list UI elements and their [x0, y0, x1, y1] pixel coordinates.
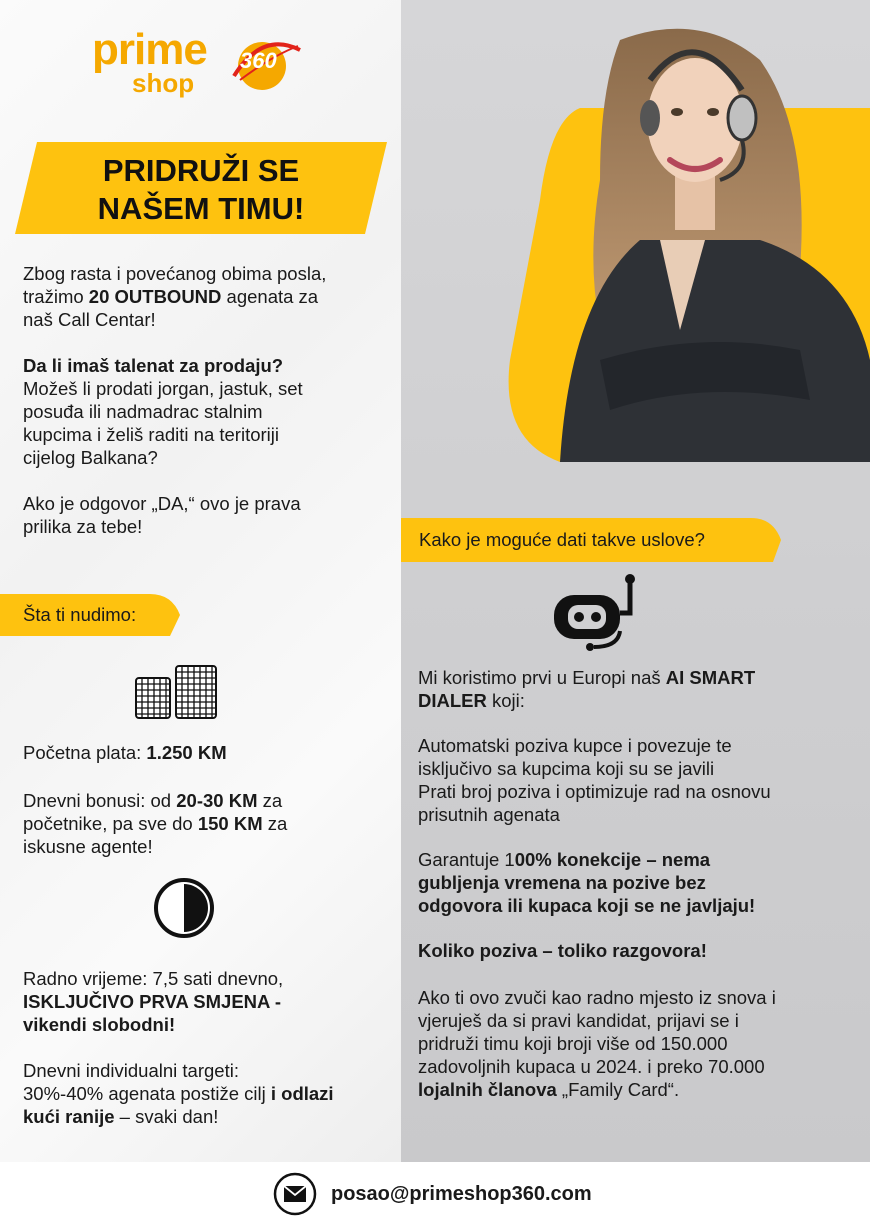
targets-paragraph: Dnevni individualni targeti: 30%-40% agenata postiže cilj i odlazi kući ranije – svaki dan! [23, 1060, 334, 1127]
intro-paragraph [23, 262, 326, 331]
salary-line: Početna plata: 1.250 KM [23, 742, 227, 763]
guarantee-paragraph: Garantuje 100% konekcije – nema gubljenja vremena na pozive bez odgovora ili kupaca koji se ne javljaju! [418, 849, 756, 916]
title-line-2: NAŠEM TIMU! [97, 191, 305, 226]
calls-line: Koliko poziva – toliko razgovora! [418, 940, 707, 961]
offer-tag [0, 594, 182, 636]
dream-paragraph: Ako ti ovo zvuči kao radno mjesto iz snova i vjeruješ da si pravi kandidat, prijavi se i pridruži timu koji broji više od 150.000 zadovoljnih kupaca u 2024. i preko 70.000 lojalnih članova „Family Card“. [418, 987, 776, 1100]
agent-photo-illustration [470, 0, 870, 462]
logo-prime-text: prime [92, 25, 207, 74]
intro-line: Zbog rasta i povećanog obima posla, [23, 263, 327, 284]
page-title [15, 152, 387, 228]
prime-shop-logo [92, 25, 312, 98]
agent-photo [470, 0, 870, 462]
question-paragraph [23, 354, 303, 469]
hours-paragraph: Radno vrijeme: 7,5 sati dnevno, ISKLJUČIVO PRVA SMJENA - vikendi slobodni! [23, 968, 284, 1035]
answer-paragraph [23, 492, 301, 538]
mail-icon[interactable] [273, 1172, 317, 1216]
intro-line: naš Call Centar! [23, 309, 156, 330]
headline-banner [15, 142, 387, 234]
contact-email-link[interactable]: posao@primeshop360.com [331, 1183, 592, 1205]
bonus-paragraph: Dnevni bonusi: od 20-30 KM za početnike, pa sve do 150 KM za iskusne agente! [23, 790, 288, 857]
how-tag-label: Kako je moguće dati takve uslove? [419, 529, 705, 550]
logo-shop-text: shop [132, 68, 195, 98]
features-paragraph: Automatski poziva kupce i povezuje te isključivo sa kupcima koji su se javili Prati broj poziva i optimizuje rad na osnovu prisutnih agenata [418, 735, 771, 825]
question-line: posuđa ili nadmadrac stalnim [23, 401, 263, 422]
question-line: cijelog Balkana? [23, 447, 158, 468]
title-line-1: PRIDRUŽI SE [102, 153, 300, 188]
offer-tag-label: Šta ti nudimo: [23, 604, 137, 625]
robot-icon [548, 573, 640, 653]
question-heading: Da li imaš talenat za prodaju? [23, 355, 284, 376]
how-tag [401, 518, 781, 562]
logo-360-badge: 360 [240, 48, 277, 73]
clock-icon [152, 876, 216, 940]
answer-line: prilika za tebe! [23, 516, 143, 537]
question-line: Možeš li prodati jorgan, jastuk, set [23, 378, 303, 399]
coins-icon [134, 662, 218, 720]
intro-line: tražimo 20 OUTBOUND agenata za [23, 286, 319, 307]
ai-paragraph: Mi koristimo prvi u Europi naš AI SMART DIALER koji: [418, 667, 756, 711]
question-line: kupcima i želiš raditi na teritoriji [23, 424, 280, 445]
answer-line: Ako je odgovor „DA,“ ovo je prava [23, 493, 301, 514]
